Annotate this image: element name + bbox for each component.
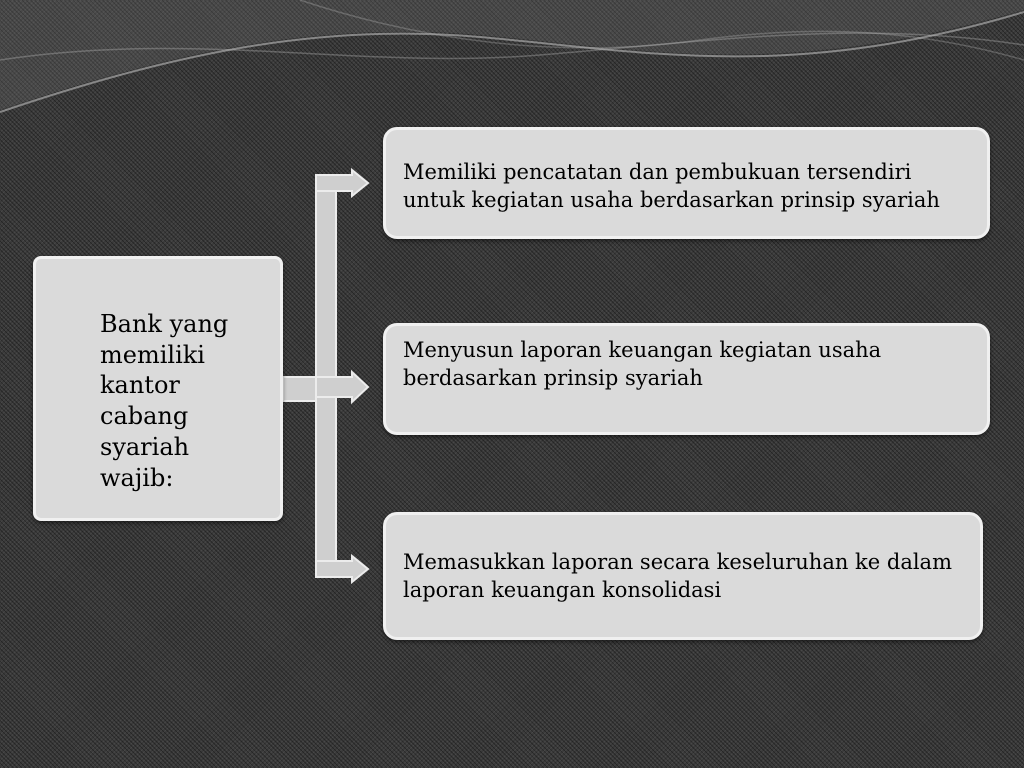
source-line: memiliki [100, 340, 205, 369]
target-2-line: Menyusun laporan keuangan kegiatan usaha [403, 338, 882, 362]
source-line: kantor [100, 371, 180, 400]
source-box [33, 256, 283, 521]
target-1-line: untuk kegiatan usaha berdasarkan prinsip syariah [403, 188, 940, 213]
target-1-line: Memiliki pencatatan dan pembukuan tersendiri [403, 160, 912, 184]
target-3-line: Memasukkan laporan secara keseluruhan ke dalam [403, 550, 952, 574]
target-box-1 [383, 127, 990, 239]
connector-stub [283, 377, 319, 401]
arrow-to-target-2 [316, 372, 368, 402]
source-line: cabang [100, 402, 189, 431]
source-line: syariah wajib: [100, 432, 190, 492]
target-3-line: laporan keuangan konsolidasi [403, 578, 722, 603]
target-box-2 [383, 323, 990, 435]
target-box-3 [383, 512, 983, 640]
source-line: Bank yang [100, 310, 229, 338]
target-2-line: berdasarkan prinsip syariah [403, 366, 703, 391]
